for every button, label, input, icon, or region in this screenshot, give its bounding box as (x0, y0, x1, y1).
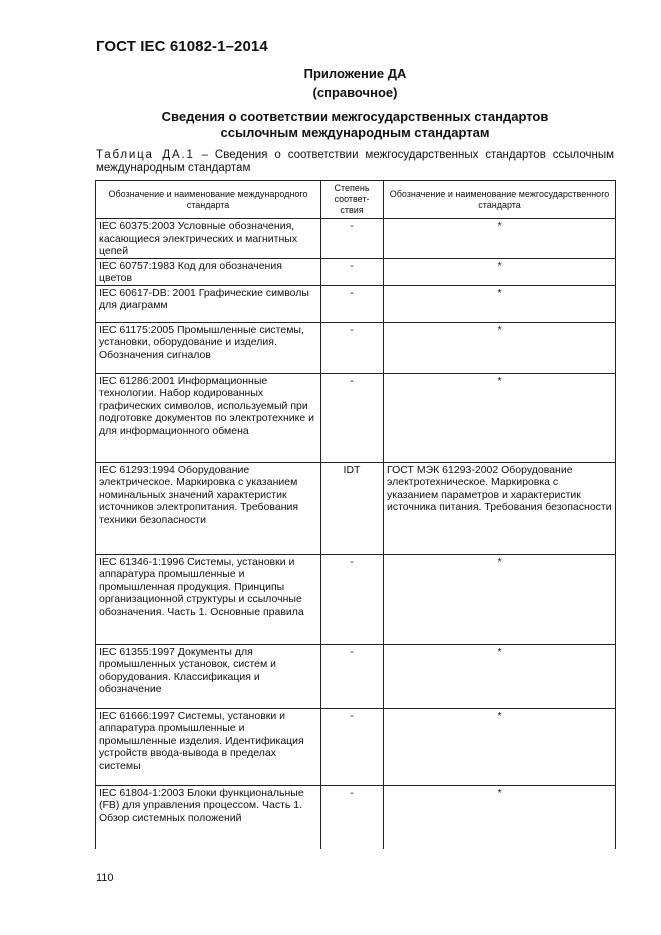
international-standard-cell: IEC 61666:1997 Системы, установки и аппаратура промышленные и промышленные изделия. Идентификация устройств ввода-вывода в пределах системы (96, 708, 321, 785)
header-interstate-standard: Обозначение и наименование межгосударственного стандарта (384, 181, 616, 219)
table-caption (96, 149, 614, 175)
degree-cell: - (321, 644, 384, 708)
degree-cell: - (321, 322, 384, 373)
international-standard-cell: IEC 61804-1:2003 Блоки функциональные (FB) для управления процессом. Часть 1. Обзор системных положений (96, 785, 321, 849)
table-caption-prefix: Таблица ДА.1 (96, 149, 195, 161)
degree-cell: - (321, 285, 384, 322)
international-standard-cell: IEC 61286:2001 Информационные технологии. Набор кодированных графических символов, используемый при подготовке документов по электротехнике и для информационного обмена (96, 373, 321, 462)
references-table (95, 180, 616, 849)
document-header: ГОСТ IEC 61082-1–2014 (96, 38, 268, 55)
international-standard-cell: IEC 61346-1:1996 Системы, установки и аппаратура промышленные и промышленная продукция. Принципы организационной структуры и ссылочные обозначения. Часть 1. Основные правила (96, 554, 321, 644)
table-row (96, 462, 616, 554)
table-row (96, 373, 616, 462)
table-row (96, 285, 616, 322)
international-standard-cell: IEC 60375:2003 Условные обозначения, касающиеся электрических и магнитных цепей (96, 219, 321, 259)
interstate-standard-cell: * (384, 322, 616, 373)
degree-cell: - (321, 785, 384, 849)
degree-cell: - (321, 219, 384, 259)
degree-cell: - (321, 258, 384, 285)
degree-cell: - (321, 373, 384, 462)
interstate-standard-cell: * (384, 285, 616, 322)
interstate-standard-cell: * (384, 708, 616, 785)
page-number: 110 (96, 872, 114, 884)
table-row (96, 554, 616, 644)
international-standard-cell: IEC 60617-DB: 2001 Графические символы для диаграмм (96, 285, 321, 322)
table-row (96, 219, 616, 259)
table-row (96, 644, 616, 708)
interstate-standard-cell: * (384, 554, 616, 644)
interstate-standard-cell: * (384, 258, 616, 285)
interstate-standard-cell: * (384, 644, 616, 708)
table-header-row (96, 181, 616, 219)
table-caption-text: – Сведения о соответствии межгосударственных стандартов ссылочным международным стандартам (96, 149, 614, 174)
section-title-line-2: ссылочным международным стандартам (220, 125, 490, 140)
degree-cell: - (321, 554, 384, 644)
table-row (96, 708, 616, 785)
international-standard-cell: IEC 60757:1983 Код для обозначения цветов (96, 258, 321, 285)
interstate-standard-cell: * (384, 219, 616, 259)
interstate-standard-cell: * (384, 785, 616, 849)
header-international-standard: Обозначение и наименование международного стандарта (96, 181, 321, 219)
appendix-subtitle: (справочное) (312, 85, 398, 100)
section-title (96, 109, 614, 141)
interstate-standard-cell: * (384, 373, 616, 462)
table-row (96, 322, 616, 373)
international-standard-cell: IEC 61355:1997 Документы для промышленных установок, систем и оборудования. Классификация и обозначение (96, 644, 321, 708)
interstate-standard-cell: ГОСТ МЭК 61293-2002 Оборудование электротехническое. Маркировка с указанием параметров и характеристик источника питания. Требования безопасности (384, 462, 616, 554)
appendix-title-block (200, 64, 510, 102)
header-degree-of-conformity: Степень соответ-ствия (321, 181, 384, 219)
international-standard-cell: IEC 61175:2005 Промышленные системы, установки, оборудование и изделия. Обозначения сигналов (96, 322, 321, 373)
table-row (96, 785, 616, 849)
international-standard-cell: IEC 61293:1994 Оборудование электрическое. Маркировка с указанием номинальных значений характеристик источников электропитания. Требования техники безопасности (96, 462, 321, 554)
appendix-title: Приложение ДА (303, 66, 407, 81)
degree-cell: IDT (321, 462, 384, 554)
table-row (96, 258, 616, 285)
section-title-line-1: Сведения о соответствии межгосударственных стандартов (161, 109, 549, 124)
degree-cell: - (321, 708, 384, 785)
